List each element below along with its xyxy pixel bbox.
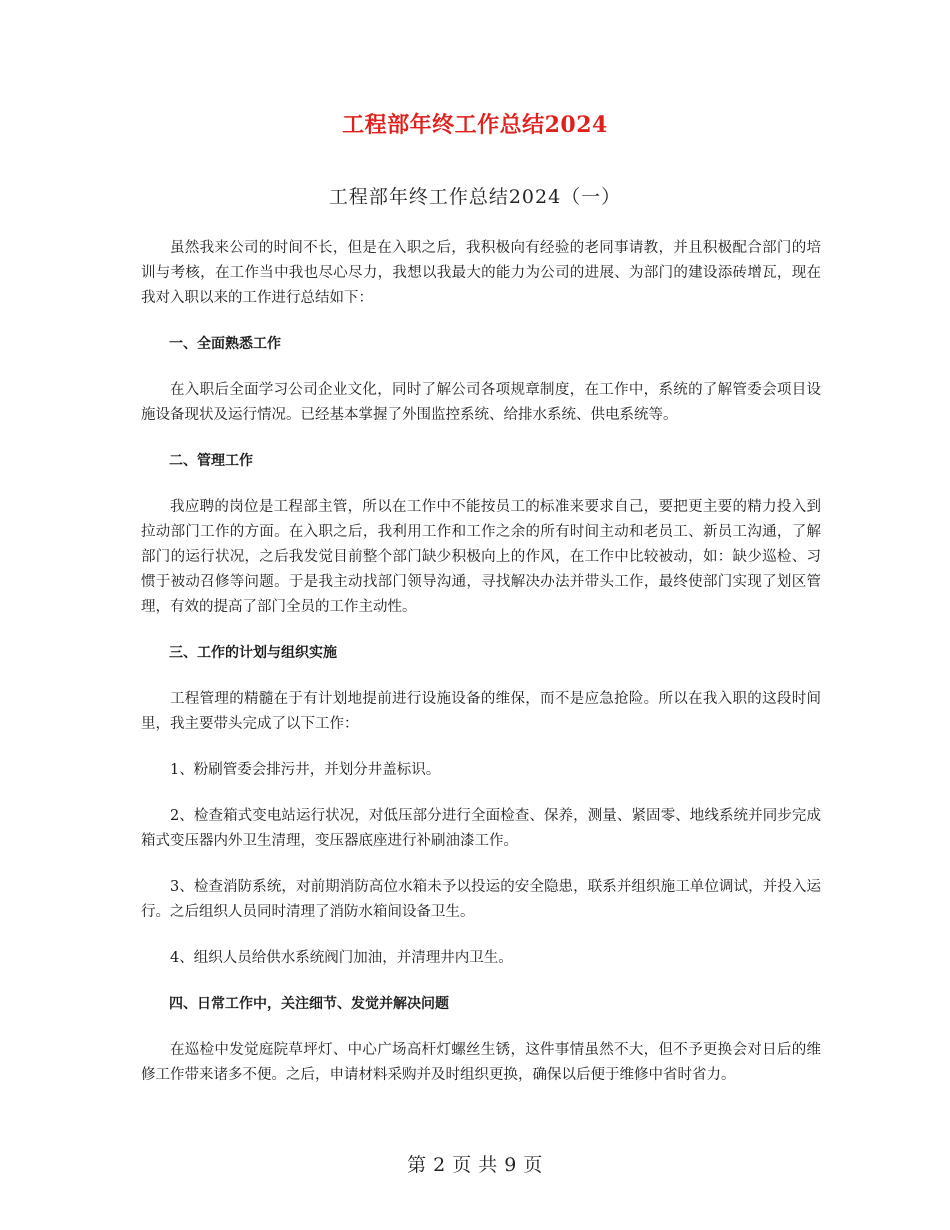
- page-number: 第 2 页 共 9 页: [407, 1154, 543, 1176]
- section-heading-4: 四、日常工作中，关注细节、发觉并解决问题: [169, 996, 449, 1012]
- section-1-paragraph: 在入职后全面学习公司企业文化，同时了解公司各项规章制度，在工作中，系统的了解管委会项目设施设备现状及运行情况。已经基本掌握了外围监控系统、给排水系统、供电系统等。: [141, 382, 821, 423]
- list-item-1: 1、粉刷管委会排污井，并划分井盖标识。: [170, 762, 441, 778]
- section-2-paragraph: 我应聘的岗位是工程部主管，所以在工作中不能按员工的标准来要求自己，要把更主要的精力投入到拉动部门工作的方面。在入职之后，我利用工作和工作之余的所有时间主动和老员工、新员工沟通，了解部门的运行状况，之后我发觉目前整个部门缺少积极向上的作风，在工作中比较被动，如：缺少巡检、习惯于被动召修等问题。于是我主动找部门领导沟通，寻找解决办法并带头工作，最终使部门实现了划区管理，有效的提高了部门全员的工作主动性。: [141, 499, 821, 615]
- section-heading-3: 三、工作的计划与组织实施: [169, 645, 337, 661]
- list-item-4: 4、组织人员给供水系统阀门加油，并清理井内卫生。: [170, 950, 513, 966]
- list-item-3: 3、检查消防系统，对前期消防高位水箱未予以投运的安全隐患，联系并组织施工单位调试，并投入运行。之后组织人员同时清理了消防水箱间设备卫生。: [141, 879, 821, 920]
- list-item-2: 2、检查箱式变电站运行状况，对低压部分进行全面检查、保养，测量、紧固零、地线系统并同步完成箱式变压器内外卫生清理，变压器底座进行补刷油漆工作。: [141, 808, 821, 849]
- section-3-paragraph: 工程管理的精髓在于有计划地提前进行设施设备的维保，而不是应急抢险。所以在我入职的这段时间里，我主要带头完成了以下工作：: [141, 691, 821, 732]
- section-4-paragraph: 在巡检中发觉庭院草坪灯、中心广场高杆灯螺丝生锈，这件事情虽然不大，但不予更换会对日后的维修工作带来诸多不便。之后，申请材料采购并及时组织更换，确保以后便于维修中省时省力。: [141, 1042, 821, 1083]
- intro-paragraph: 虽然我来公司的时间不长，但是在入职之后，我积极向有经验的老同事请教，并且积极配合部门的培训与考核，在工作当中我也尽心尽力，我想以我最大的能力为公司的进展、为部门的建设添砖增瓦，现在我对入职以来的工作进行总结如下：: [141, 240, 821, 306]
- section-heading-2: 二、管理工作: [169, 453, 253, 469]
- section-heading-1: 一、全面熟悉工作: [169, 336, 281, 352]
- document-subtitle: 工程部年终工作总结2024（一）: [328, 186, 622, 208]
- document-title: 工程部年终工作总结2024: [342, 112, 608, 138]
- document-body: [141, 236, 821, 1109]
